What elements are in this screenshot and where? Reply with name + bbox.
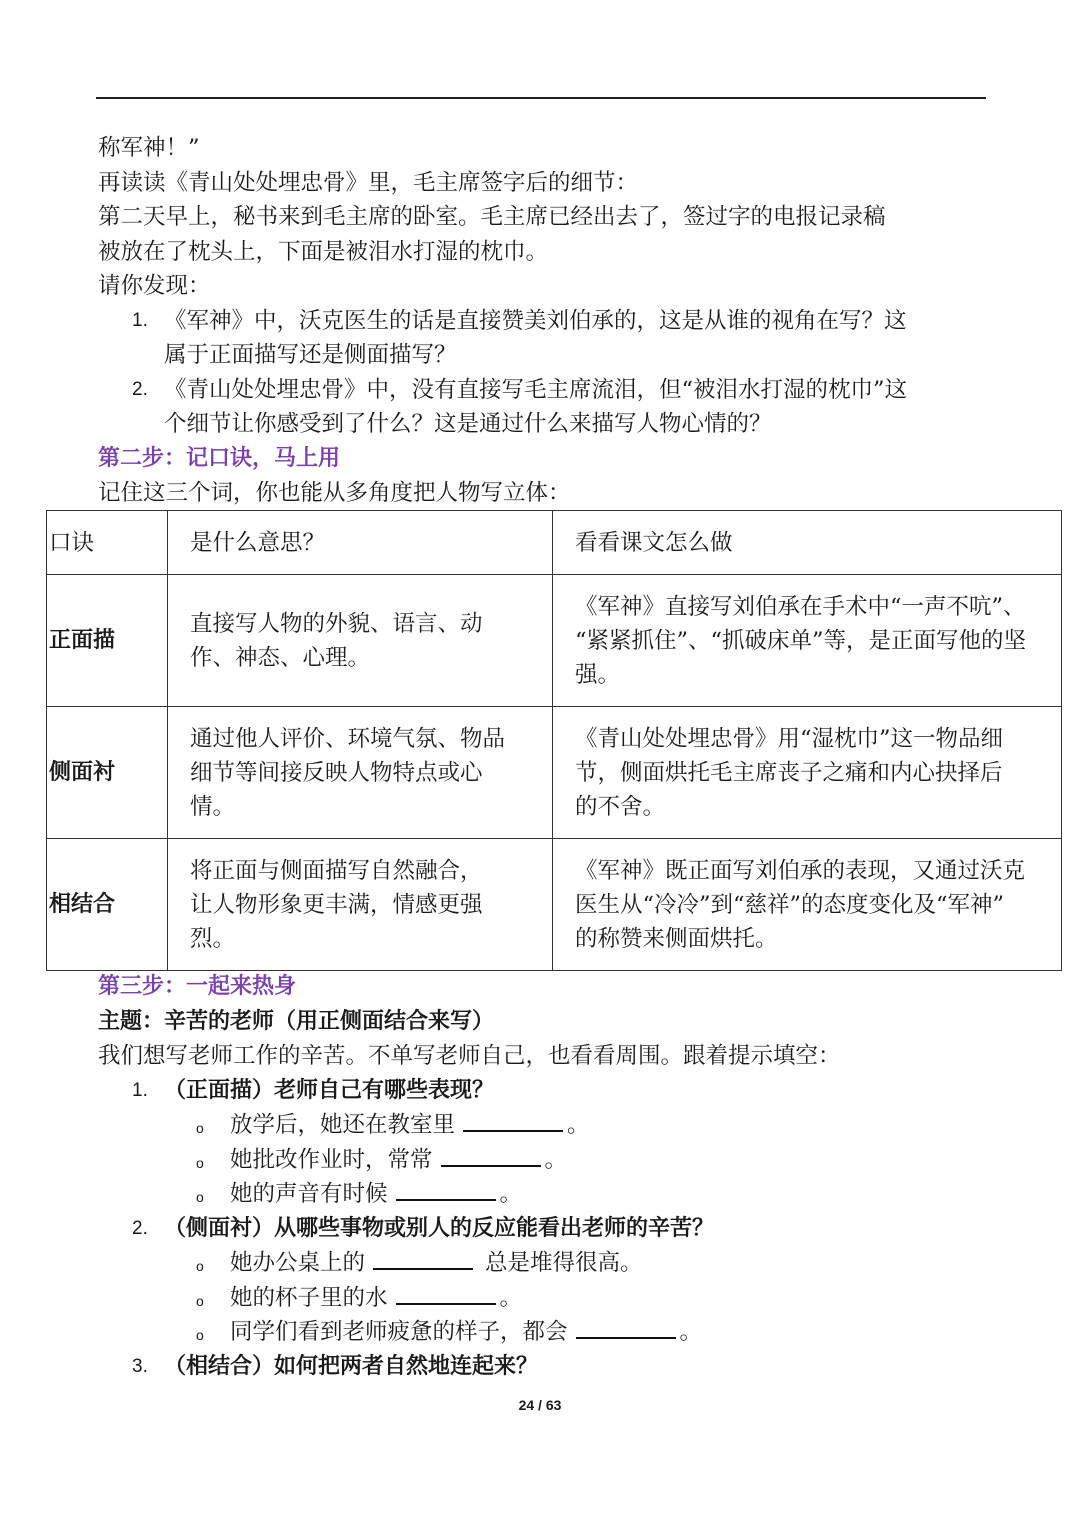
step3-heading: 第三步：一起来热身 (98, 974, 297, 999)
intro-line-5: 请你发现： (98, 273, 211, 299)
exercise-2-item-3: 同学们看到老师疲惫的样子，都会 。 (230, 1319, 703, 1345)
table-row (47, 575, 1062, 707)
exercise-1-item-1: 放学后，她还在教室里 。 (230, 1112, 590, 1138)
exercise-3-number: 3. (132, 1356, 148, 1377)
step2-intro: 记住这三个词，你也能从多角度把人物写立体： (98, 480, 571, 506)
table-meaning-line: 烈。 (190, 925, 236, 952)
table-header-row (47, 511, 1062, 575)
exercise-1-title: （正面描）老师自己有哪些表现？ (164, 1078, 495, 1103)
table-example-line: 强。 (575, 661, 621, 688)
table-key-cell: 正面描 (49, 627, 116, 653)
table-row (47, 707, 1062, 839)
table-meaning-line: 作、神态、心理。 (190, 644, 371, 671)
intro-line-1: 称军神！” (98, 135, 200, 161)
bullet-icon: o (196, 1258, 204, 1274)
question-2-line-1: 《青山处处埋忠骨》中，没有直接写毛主席流泪，但“被泪水打湿的枕巾”这 (164, 377, 908, 403)
fill-blank[interactable] (396, 1283, 496, 1305)
fill-blank[interactable] (441, 1145, 541, 1167)
question-1-line-1: 《军神》中，沃克医生的话是直接赞美刘伯承的，这是从谁的视角在写？这 (164, 308, 907, 334)
exercise-1-item-3: 她的声音有时候 。 (230, 1181, 523, 1207)
exercise-2-item-2: 她的杯子里的水 。 (230, 1285, 523, 1311)
step3-intro: 我们想写老师工作的辛苦。不单写老师自己，也看看周围。跟着提示填空： (98, 1043, 841, 1069)
exercise-2-item-1: 她办公桌上的 总是堆得很高。 (230, 1250, 643, 1276)
bullet-icon: o (196, 1155, 204, 1171)
fill-blank[interactable] (396, 1179, 496, 1201)
bullet-icon: o (196, 1189, 204, 1205)
table-example-line: 的不舍。 (575, 793, 666, 820)
table-example-line: 节，侧面烘托毛主席丧子之痛和内心抉择后 (575, 759, 1003, 786)
step2-heading: 第二步：记口诀，马上用 (98, 446, 341, 471)
exercise-3-title: （相结合）如何把两者自然地连起来？ (164, 1354, 539, 1379)
table-example-line: 的称赞来侧面烘托。 (575, 925, 778, 952)
fill-blank[interactable] (373, 1248, 473, 1270)
table-example-line: 《青山处处埋忠骨》用“湿枕巾”这一物品细 (575, 725, 1004, 752)
intro-line-4: 被放在了枕头上，下面是被泪水打湿的枕巾。 (98, 239, 549, 265)
question-1-line-2: 属于正面描写还是侧面描写？ (164, 342, 457, 368)
method-table (46, 510, 1062, 971)
step3-theme: 主题：辛苦的老师（用正侧面结合来写） (98, 1009, 495, 1034)
table-example-line: “紧紧抓住”、“抓破床单”等，是正面写他的坚 (575, 627, 1027, 654)
bullet-icon: o (196, 1327, 204, 1343)
exercise-2-number: 2. (132, 1218, 148, 1239)
question-1-number: 1. (132, 310, 148, 331)
intro-line-2: 再读读《青山处处埋忠骨》里，毛主席签字后的细节： (98, 170, 639, 196)
table-example-line: 医生从“冷冷”到“慈祥”的态度变化及“军神” (575, 891, 1005, 918)
table-header-key: 口诀 (49, 529, 95, 556)
exercise-1-number: 1. (132, 1080, 148, 1101)
question-2-line-2: 个细节让你感受到了什么？这是通过什么来描写人物心情的？ (164, 411, 772, 437)
table-key-cell: 侧面衬 (49, 759, 116, 785)
table-row (47, 839, 1062, 971)
table-meaning-line: 细节等间接反映人物特点或心 (190, 759, 483, 786)
intro-line-3: 第二天早上，秘书来到毛主席的卧室。毛主席已经出去了，签过字的电报记录稿 (98, 204, 886, 230)
question-2-number: 2. (132, 379, 148, 400)
table-header-meaning: 是什么意思？ (190, 529, 326, 556)
exercise-2-title: （侧面衬）从哪些事物或别人的反应能看出老师的辛苦？ (164, 1216, 715, 1241)
table-header-example: 看看课文怎么做 (575, 529, 733, 556)
table-meaning-line: 情。 (190, 793, 236, 820)
header-rule (96, 97, 986, 99)
table-key-cell: 相结合 (49, 891, 116, 917)
table-meaning-line: 直接写人物的外貌、语言、动 (190, 610, 483, 637)
table-meaning-line: 让人物形象更丰满，情感更强 (190, 891, 483, 918)
page-number: 24 / 63 (518, 1397, 562, 1413)
bullet-icon: o (196, 1120, 204, 1136)
fill-blank[interactable] (576, 1317, 676, 1339)
fill-blank[interactable] (463, 1110, 563, 1132)
bullet-icon: o (196, 1293, 204, 1309)
table-example-line: 《军神》既正面写刘伯承的表现，又通过沃克 (575, 857, 1026, 884)
exercise-1-item-2: 她批改作业时，常常 。 (230, 1147, 568, 1173)
table-meaning-line: 将正面与侧面描写自然融合， (190, 857, 483, 884)
table-meaning-line: 通过他人评价、环境气氛、物品 (190, 725, 506, 752)
table-example-line: 《军神》直接写刘伯承在手术中“一声不吭”、 (575, 593, 1026, 620)
